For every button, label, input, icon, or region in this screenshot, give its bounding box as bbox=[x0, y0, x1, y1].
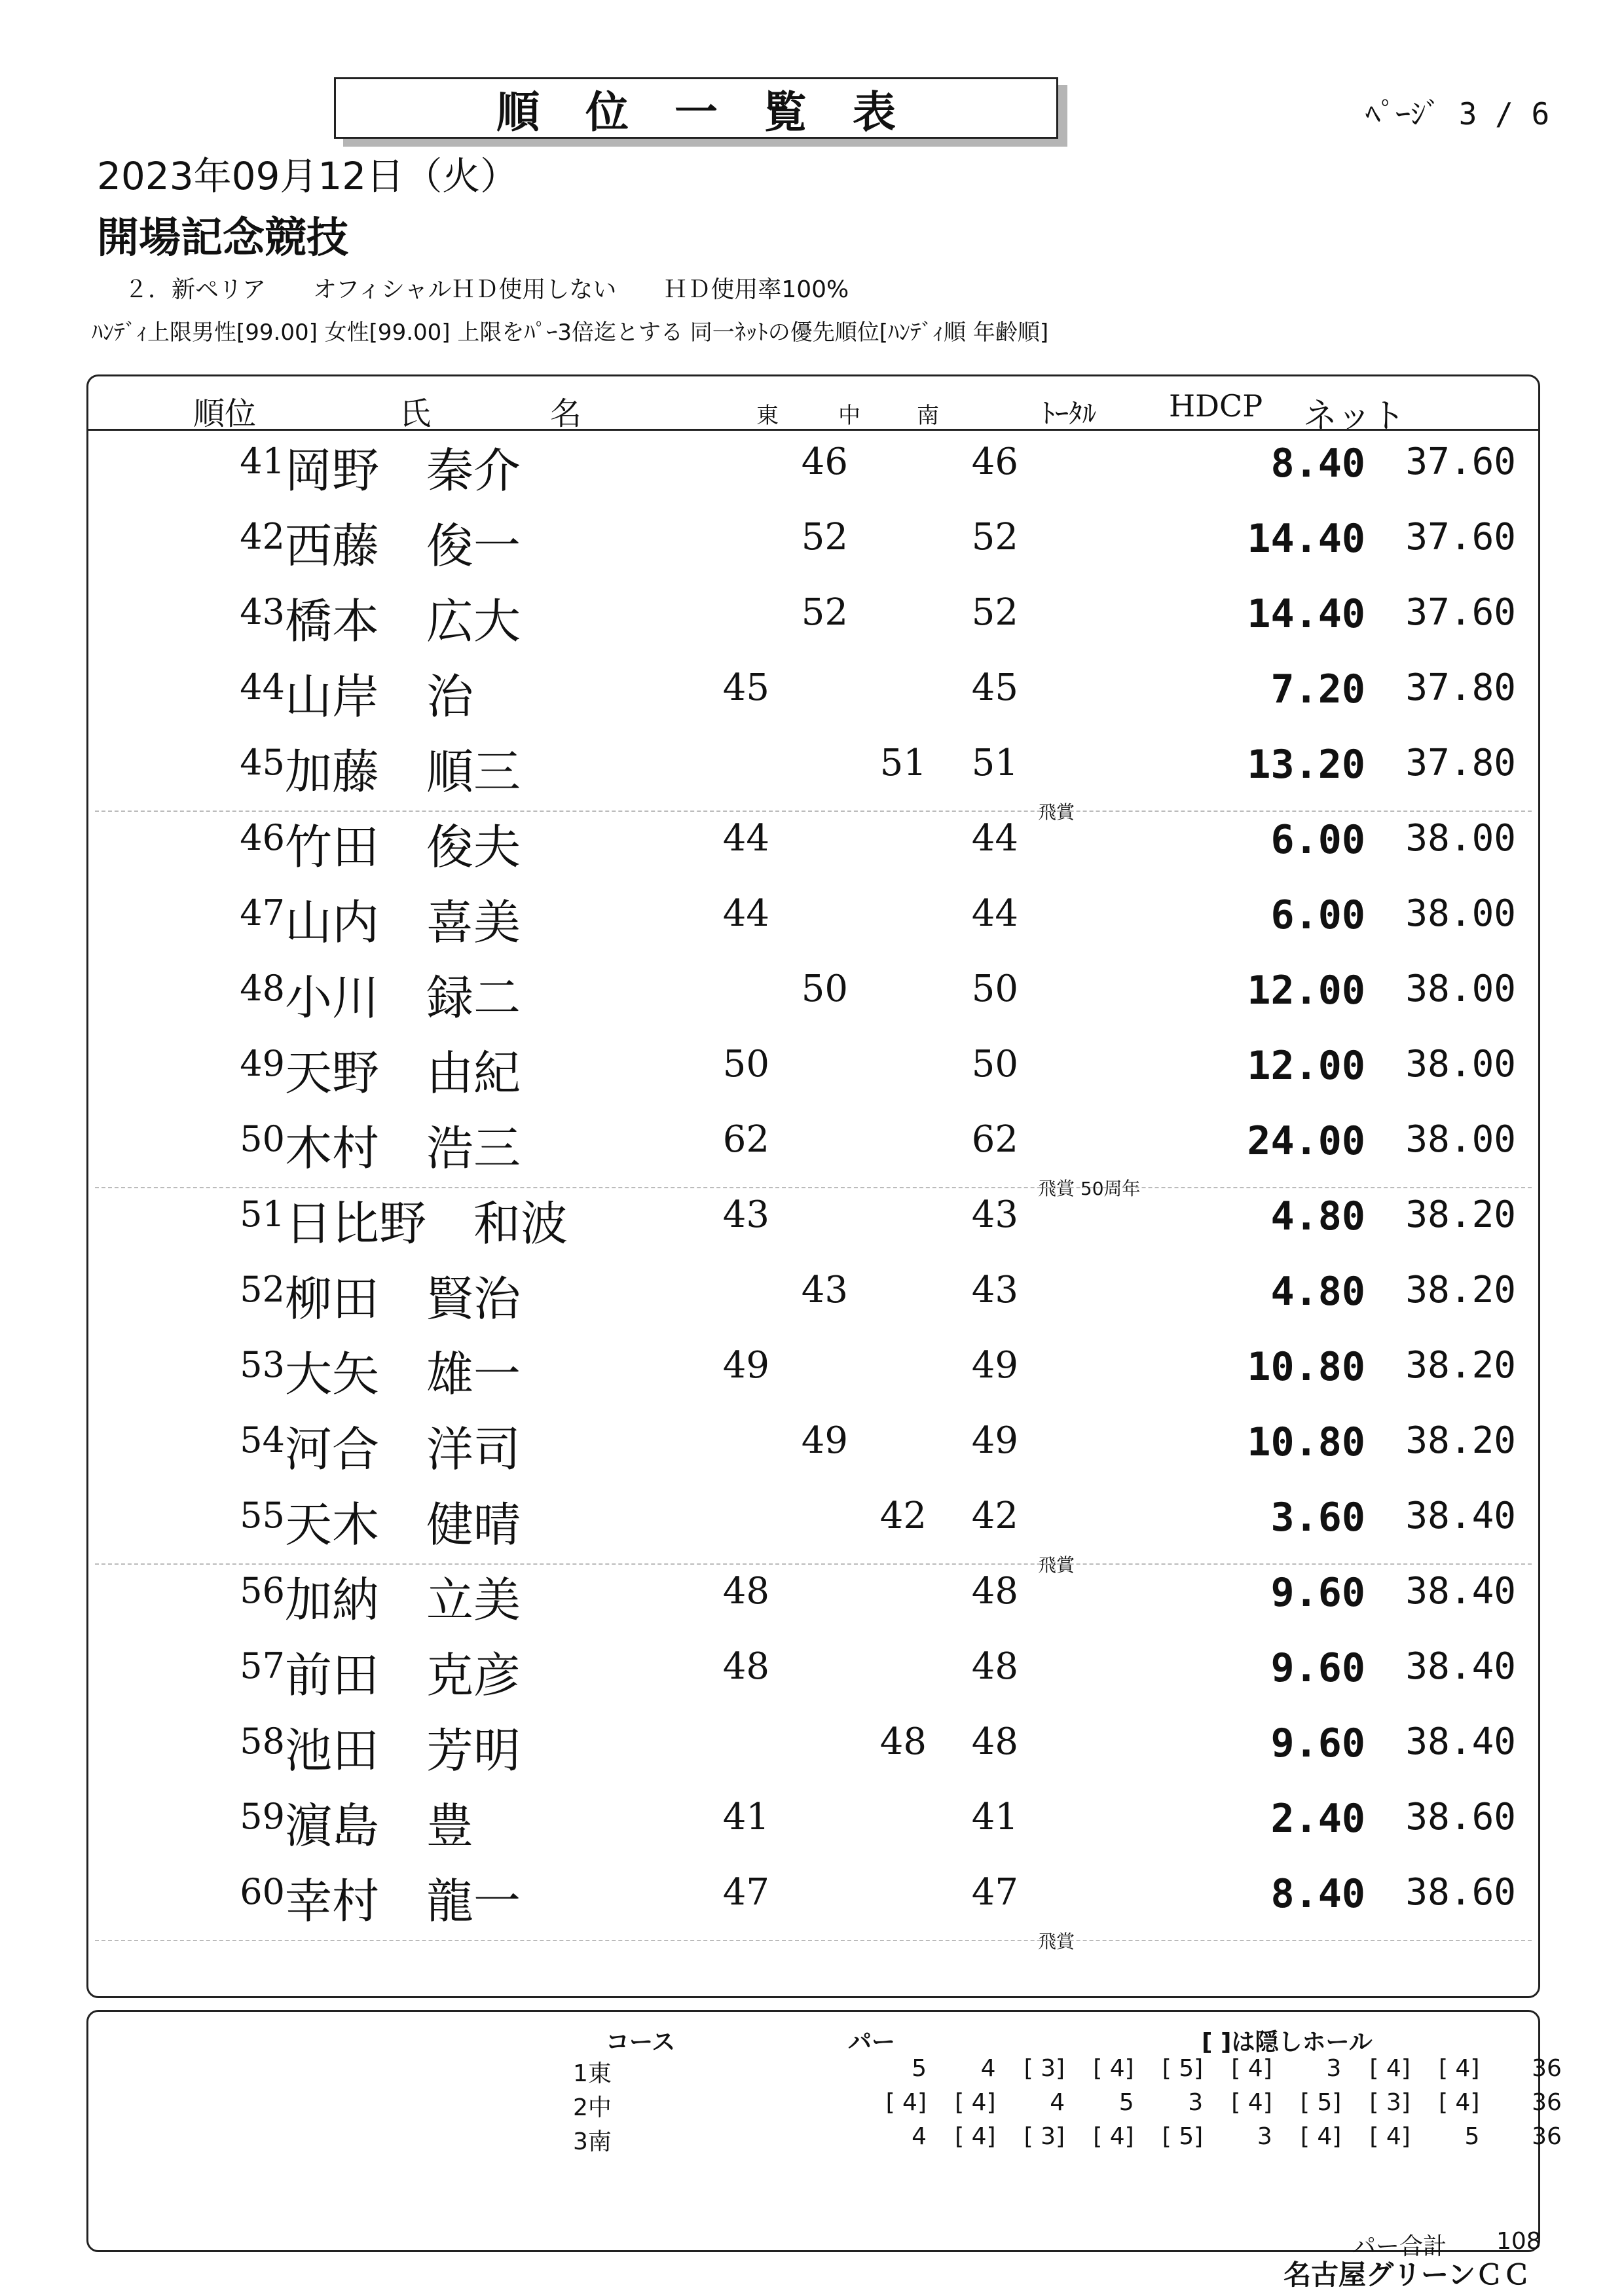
score-total: 52 bbox=[971, 516, 1018, 558]
net-score: 38.00 bbox=[1405, 817, 1516, 860]
table-row bbox=[88, 660, 1538, 735]
net-score: 38.60 bbox=[1405, 1871, 1516, 1914]
rank-cell: 48 bbox=[240, 968, 285, 1009]
handicap-value: 6.00 bbox=[1270, 817, 1365, 863]
score-total: 45 bbox=[971, 666, 1018, 709]
handicap-value: 3.60 bbox=[1270, 1495, 1365, 1540]
table-row bbox=[88, 1714, 1538, 1789]
handicap-value: 14.40 bbox=[1247, 591, 1365, 637]
table-row bbox=[88, 434, 1538, 509]
score-east: 50 bbox=[722, 1043, 769, 1085]
col-header-name-2: 名 bbox=[550, 395, 582, 432]
net-score: 37.80 bbox=[1405, 742, 1516, 784]
score-total: 48 bbox=[971, 1721, 1018, 1763]
handicap-value: 8.40 bbox=[1270, 441, 1365, 486]
scoring-method: ２．新ペリア オフィシャルＨＤ使用しない ＨＤ使用率100% bbox=[124, 276, 849, 303]
hole-par: [ 3] bbox=[1024, 2055, 1065, 2082]
col-header-name-1: 氏 bbox=[399, 395, 432, 432]
net-score: 38.40 bbox=[1405, 1570, 1516, 1613]
score-south: 48 bbox=[879, 1721, 927, 1763]
score-total: 49 bbox=[971, 1419, 1018, 1462]
hole-par: 5 bbox=[1118, 2089, 1134, 2116]
net-score: 38.00 bbox=[1405, 1118, 1516, 1161]
player-name: 山内 喜美 bbox=[285, 895, 521, 950]
score-east: 44 bbox=[722, 892, 769, 935]
hole-par: [ 4] bbox=[955, 2123, 996, 2150]
hole-par: [ 4] bbox=[1300, 2123, 1342, 2150]
player-name: 加納 立美 bbox=[285, 1573, 521, 1628]
rank-cell: 55 bbox=[240, 1495, 285, 1536]
score-east: 45 bbox=[722, 666, 769, 709]
table-row bbox=[88, 1789, 1538, 1865]
score-total: 44 bbox=[971, 892, 1018, 935]
hole-par: [ 5] bbox=[1162, 2123, 1204, 2150]
table-row bbox=[88, 886, 1538, 961]
hole-par: 5 bbox=[912, 2055, 927, 2082]
rank-cell: 56 bbox=[240, 1570, 285, 1611]
net-score: 38.40 bbox=[1405, 1495, 1516, 1537]
table-row bbox=[88, 1262, 1538, 1338]
competition-name: 開場記念競技 bbox=[97, 214, 348, 263]
col-header-middle: 中 bbox=[838, 403, 860, 429]
handicap-value: 13.20 bbox=[1247, 742, 1365, 788]
player-name: 大矢 雄一 bbox=[285, 1347, 521, 1402]
page-indicator: ﾍﾟｰｼﾞ 3 / 6 bbox=[1365, 96, 1550, 132]
prize-note: 飛賞 bbox=[1038, 801, 1075, 823]
hole-par: 5 bbox=[1464, 2123, 1480, 2150]
score-total: 43 bbox=[971, 1269, 1018, 1311]
col-header-total: ﾄｰﾀﾙ bbox=[1041, 397, 1097, 429]
handicap-value: 12.00 bbox=[1247, 1043, 1365, 1089]
net-score: 38.40 bbox=[1405, 1645, 1516, 1688]
course-pars bbox=[868, 2123, 1562, 2150]
net-score: 38.20 bbox=[1405, 1419, 1516, 1462]
group-divider bbox=[95, 1940, 1532, 1941]
player-name: 天木 健晴 bbox=[285, 1497, 521, 1552]
hole-par: [ 4] bbox=[1093, 2123, 1134, 2150]
table-row bbox=[88, 1865, 1538, 1952]
hole-par: [ 4] bbox=[955, 2089, 996, 2116]
report-title: 順位一覧表 bbox=[496, 86, 942, 137]
score-south: 42 bbox=[879, 1495, 927, 1537]
score-total: 41 bbox=[971, 1796, 1018, 1838]
score-east: 49 bbox=[722, 1344, 769, 1387]
handicap-value: 9.60 bbox=[1270, 1645, 1365, 1691]
table-row bbox=[88, 585, 1538, 660]
handicap-value: 4.80 bbox=[1270, 1269, 1365, 1315]
col-header-hdcp: HDCP bbox=[1169, 388, 1263, 424]
handicap-value: 14.40 bbox=[1247, 516, 1365, 562]
score-east: 43 bbox=[722, 1194, 769, 1236]
hole-par: 4 bbox=[912, 2123, 927, 2150]
player-name: 幸村 龍一 bbox=[285, 1874, 521, 1929]
net-score: 38.00 bbox=[1405, 968, 1516, 1010]
hole-par: 3 bbox=[1257, 2123, 1272, 2150]
hole-par: [ 4] bbox=[1369, 2055, 1411, 2082]
course-pars bbox=[868, 2089, 1562, 2116]
rank-cell: 59 bbox=[240, 1796, 285, 1837]
event-date: 2023年09月12日（火） bbox=[97, 154, 519, 198]
table-row bbox=[88, 1563, 1538, 1639]
handicap-value: 12.00 bbox=[1247, 968, 1365, 1013]
report-title-box bbox=[334, 77, 1058, 139]
table-row bbox=[88, 509, 1538, 585]
table-row bbox=[88, 1639, 1538, 1714]
net-score: 38.00 bbox=[1405, 1043, 1516, 1085]
handicap-value: 10.80 bbox=[1247, 1419, 1365, 1465]
net-score: 37.80 bbox=[1405, 666, 1516, 709]
score-middle: 52 bbox=[801, 591, 848, 634]
course-label: コース bbox=[606, 2029, 676, 2056]
hole-par: [ 3] bbox=[1369, 2089, 1411, 2116]
hole-par: [ 4] bbox=[1093, 2055, 1134, 2082]
rank-cell: 41 bbox=[240, 441, 285, 482]
score-total: 46 bbox=[971, 441, 1018, 483]
table-row bbox=[88, 811, 1538, 886]
player-name: 河合 洋司 bbox=[285, 1422, 521, 1477]
player-name: 木村 浩三 bbox=[285, 1121, 521, 1176]
score-middle: 49 bbox=[801, 1419, 848, 1462]
score-east: 47 bbox=[722, 1871, 769, 1914]
net-score: 37.60 bbox=[1405, 591, 1516, 634]
prize-note: 飛賞 50周年 bbox=[1038, 1178, 1141, 1199]
handicap-value: 9.60 bbox=[1270, 1570, 1365, 1616]
hole-par: [ 5] bbox=[1300, 2089, 1342, 2116]
par-label: パー bbox=[848, 2029, 896, 2056]
col-header-south: 南 bbox=[917, 403, 939, 429]
player-name: 小川 録二 bbox=[285, 970, 521, 1025]
course-name: 3南 bbox=[573, 2128, 612, 2155]
rank-cell: 49 bbox=[240, 1043, 285, 1084]
score-total: 47 bbox=[971, 1871, 1018, 1914]
score-total: 48 bbox=[971, 1645, 1018, 1688]
rank-cell: 58 bbox=[240, 1721, 285, 1762]
course-pars bbox=[868, 2055, 1562, 2082]
table-row bbox=[88, 1112, 1538, 1199]
rank-cell: 52 bbox=[240, 1269, 285, 1310]
course-name: 2中 bbox=[573, 2094, 612, 2121]
course-total: 36 bbox=[1532, 2089, 1562, 2116]
table-row bbox=[88, 1413, 1538, 1488]
hole-par: [ 4] bbox=[1438, 2089, 1480, 2116]
header-divider bbox=[88, 429, 1538, 431]
score-east: 48 bbox=[722, 1570, 769, 1613]
rank-cell: 47 bbox=[240, 892, 285, 934]
player-name: 西藤 俊一 bbox=[285, 519, 521, 574]
par-total-label: パー合計 bbox=[1352, 2233, 1447, 2260]
player-name: 柳田 賢治 bbox=[285, 1271, 521, 1326]
score-total: 50 bbox=[971, 1043, 1018, 1085]
rank-cell: 54 bbox=[240, 1419, 285, 1461]
rank-cell: 50 bbox=[240, 1118, 285, 1159]
rank-cell: 42 bbox=[240, 516, 285, 557]
hole-par: [ 4] bbox=[1231, 2089, 1272, 2116]
rank-cell: 45 bbox=[240, 742, 285, 783]
hidden-hole-note: [ ]は隠しホール bbox=[1202, 2029, 1373, 2056]
hole-par: [ 4] bbox=[885, 2089, 927, 2116]
score-middle: 43 bbox=[801, 1269, 848, 1311]
player-name: 竹田 俊夫 bbox=[285, 820, 521, 875]
col-header-east: 東 bbox=[756, 403, 779, 429]
score-total: 52 bbox=[971, 591, 1018, 634]
score-total: 48 bbox=[971, 1570, 1018, 1613]
hole-par: [ 3] bbox=[1024, 2123, 1065, 2150]
net-score: 38.40 bbox=[1405, 1721, 1516, 1763]
rank-cell: 44 bbox=[240, 666, 285, 708]
table-row bbox=[88, 1036, 1538, 1112]
course-name: 1東 bbox=[573, 2060, 612, 2087]
handicap-value: 7.20 bbox=[1270, 666, 1365, 712]
score-total: 42 bbox=[971, 1495, 1018, 1537]
score-total: 49 bbox=[971, 1344, 1018, 1387]
rank-cell: 60 bbox=[240, 1871, 285, 1912]
player-name: 天野 由紀 bbox=[285, 1046, 521, 1101]
table-row bbox=[88, 735, 1538, 823]
handicap-value: 9.60 bbox=[1270, 1721, 1365, 1766]
net-score: 37.60 bbox=[1405, 516, 1516, 558]
club-name: 名古屋グリーンＣＣ bbox=[1283, 2259, 1531, 2291]
net-score: 38.20 bbox=[1405, 1269, 1516, 1311]
ranking-table bbox=[86, 374, 1540, 1998]
score-south: 51 bbox=[879, 742, 927, 784]
rank-cell: 46 bbox=[240, 817, 285, 858]
score-total: 51 bbox=[971, 742, 1018, 784]
prize-note: 飛賞 bbox=[1038, 1931, 1075, 1952]
player-name: 池田 芳明 bbox=[285, 1723, 521, 1778]
score-middle: 52 bbox=[801, 516, 848, 558]
net-score: 37.60 bbox=[1405, 441, 1516, 483]
hole-par: [ 5] bbox=[1162, 2055, 1204, 2082]
hole-par: [ 4] bbox=[1231, 2055, 1272, 2082]
player-name: 濵島 豊 bbox=[285, 1798, 474, 1853]
score-east: 44 bbox=[722, 817, 769, 860]
handicap-value: 8.40 bbox=[1270, 1871, 1365, 1917]
hole-par: 3 bbox=[1326, 2055, 1342, 2082]
handicap-value: 10.80 bbox=[1247, 1344, 1365, 1390]
score-east: 62 bbox=[722, 1118, 769, 1161]
hole-par: 4 bbox=[980, 2055, 996, 2082]
hole-par: [ 4] bbox=[1369, 2123, 1411, 2150]
player-name: 山岸 治 bbox=[285, 669, 474, 724]
table-row bbox=[88, 1187, 1538, 1262]
rank-cell: 53 bbox=[240, 1344, 285, 1385]
score-east: 48 bbox=[722, 1645, 769, 1688]
net-score: 38.00 bbox=[1405, 892, 1516, 935]
net-score: 38.20 bbox=[1405, 1344, 1516, 1387]
score-middle: 46 bbox=[801, 441, 848, 483]
score-total: 43 bbox=[971, 1194, 1018, 1236]
prize-note: 飛賞 bbox=[1038, 1554, 1075, 1576]
handicap-value: 2.40 bbox=[1270, 1796, 1365, 1842]
handicap-value: 6.00 bbox=[1270, 892, 1365, 938]
rank-cell: 57 bbox=[240, 1645, 285, 1686]
table-row bbox=[88, 1488, 1538, 1576]
score-middle: 50 bbox=[801, 968, 848, 1010]
par-total-value: 108 bbox=[1496, 2228, 1541, 2255]
course-total: 36 bbox=[1532, 2055, 1562, 2082]
table-row bbox=[88, 1338, 1538, 1413]
net-score: 38.20 bbox=[1405, 1194, 1516, 1236]
hole-par: 3 bbox=[1188, 2089, 1204, 2116]
hole-par: [ 4] bbox=[1438, 2055, 1480, 2082]
player-name: 日比野 和波 bbox=[285, 1196, 568, 1251]
player-name: 加藤 順三 bbox=[285, 744, 521, 799]
rank-cell: 43 bbox=[240, 591, 285, 632]
col-header-net: ネット bbox=[1303, 397, 1406, 436]
score-east: 41 bbox=[722, 1796, 769, 1838]
player-name: 前田 克彦 bbox=[285, 1648, 521, 1703]
player-name: 橋本 広大 bbox=[285, 594, 521, 649]
handicap-value: 4.80 bbox=[1270, 1194, 1365, 1239]
table-row bbox=[88, 961, 1538, 1036]
handicap-value: 24.00 bbox=[1247, 1118, 1365, 1164]
course-total: 36 bbox=[1532, 2123, 1562, 2150]
player-name: 岡野 秦介 bbox=[285, 443, 521, 498]
hole-par: 4 bbox=[1050, 2089, 1065, 2116]
net-score: 38.60 bbox=[1405, 1796, 1516, 1838]
col-header-rank: 順位 bbox=[193, 395, 257, 432]
score-total: 62 bbox=[971, 1118, 1018, 1161]
score-total: 50 bbox=[971, 968, 1018, 1010]
rank-cell: 51 bbox=[240, 1194, 285, 1235]
score-total: 44 bbox=[971, 817, 1018, 860]
handicap-info: ﾊﾝﾃﾞｨ上限男性[99.00] 女性[99.00] 上限をﾊﾟｰ3倍迄とする 同一ﾈｯﾄの優先順位[ﾊﾝﾃﾞｨ順 年齢順] bbox=[92, 319, 1049, 346]
course-par-panel bbox=[86, 2010, 1562, 2260]
